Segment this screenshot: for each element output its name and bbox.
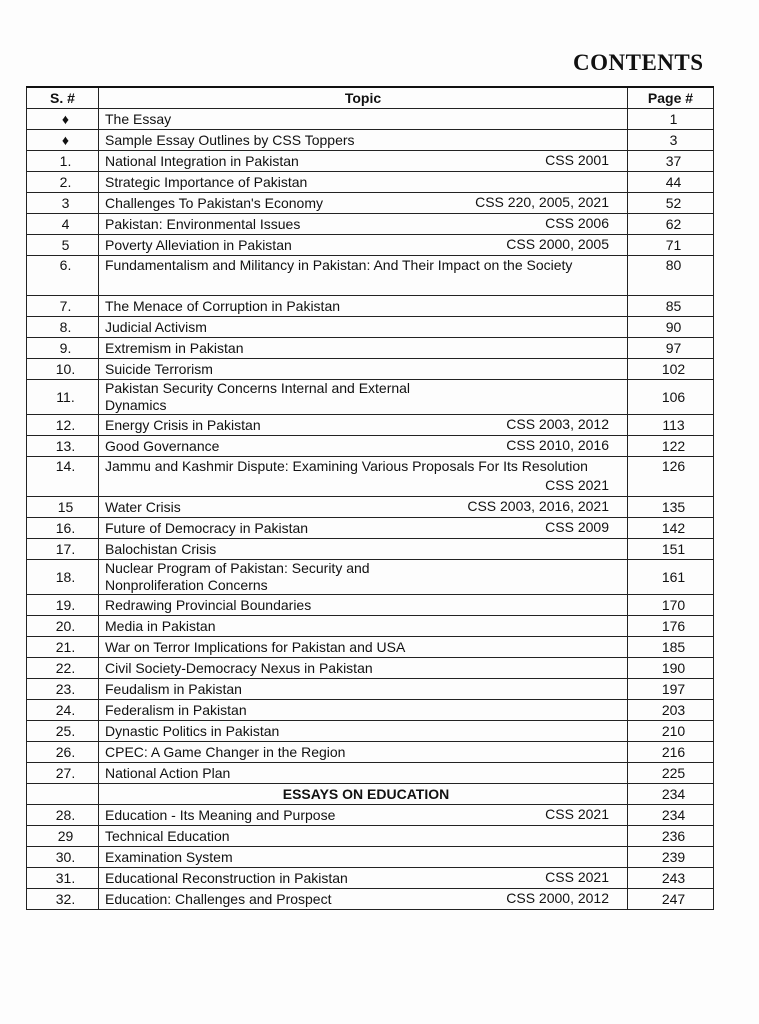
row-page-number: 113 [628,415,714,436]
row-topic-cell [99,338,628,359]
row-serial-number: 18. [27,560,99,595]
row-topic: Poverty Alleviation in Pakistan [105,236,292,253]
row-serial-number: 30. [27,847,99,868]
table-row [27,214,714,235]
row-topic-cell [99,826,628,847]
row-topic-cell [99,700,628,721]
table-row [27,436,714,457]
table-row [27,679,714,700]
row-serial-number: 16. [27,518,99,539]
row-topic-cell [99,214,628,235]
row-page-number: 97 [628,338,714,359]
row-topic: Education: Challenges and Prospect [105,890,332,907]
table-row [27,868,714,889]
row-page-number: 62 [628,214,714,235]
row-topic-cell [99,415,628,436]
row-page-number: 52 [628,193,714,214]
header-topic: Topic [99,87,628,109]
row-page-number: 236 [628,826,714,847]
row-topic-cell [99,742,628,763]
table-row [27,826,714,847]
row-css-reference: CSS 2001 [545,152,609,168]
section-page-number: 234 [628,784,714,805]
table-row [27,317,714,338]
row-page-number: 151 [628,539,714,560]
table-row [27,518,714,539]
row-serial-number: 27. [27,763,99,784]
row-serial-number: 14. [27,457,99,497]
row-topic: Pakistan Security Concerns Internal and External Dynamics [105,380,411,413]
row-css-reference: CSS 2003, 2012 [506,416,609,432]
row-serial-number: 32. [27,889,99,910]
row-page-number: 71 [628,235,714,256]
row-serial-number: 11. [27,380,99,415]
contents-table [26,86,714,910]
table-row [27,296,714,317]
row-page-number: 234 [628,805,714,826]
table-row [27,595,714,616]
row-page-number: 216 [628,742,714,763]
row-serial-number: 25. [27,721,99,742]
row-topic-cell [99,497,628,518]
row-topic: The Essay [105,110,172,127]
row-page-number: 243 [628,868,714,889]
row-topic: Extremism in Pakistan [105,339,244,356]
row-page-number: 44 [628,172,714,193]
row-page-number: 210 [628,721,714,742]
row-topic-cell [99,763,628,784]
row-page-number: 197 [628,679,714,700]
row-page-number: 122 [628,436,714,457]
row-topic: Future of Democracy in Pakistan [105,519,309,536]
row-topic-cell [99,235,628,256]
row-topic: Water Crisis [105,498,181,515]
row-topic: Federalism in Pakistan [105,701,247,718]
row-topic-cell [99,130,628,151]
row-topic: Examination System [105,848,233,865]
row-serial-number: 2. [27,172,99,193]
row-serial-number: 12. [27,415,99,436]
row-page-number: 170 [628,595,714,616]
row-topic: Strategic Importance of Pakistan [105,173,308,190]
row-page-number: 185 [628,637,714,658]
row-serial-number: 7. [27,296,99,317]
row-page-number: 1 [628,109,714,130]
table-row [27,742,714,763]
table-row [27,380,714,415]
row-topic-cell [99,595,628,616]
table-row [27,338,714,359]
row-topic-cell [99,616,628,637]
table-row [27,700,714,721]
header-page: Page # [628,87,714,109]
row-page-number: 247 [628,889,714,910]
table-row [27,415,714,436]
table-row [27,637,714,658]
row-css-reference: CSS 2010, 2016 [506,437,609,453]
row-serial-number: 10. [27,359,99,380]
row-topic: Redrawing Provincial Boundaries [105,596,312,613]
row-serial-number: 22. [27,658,99,679]
row-topic: Media in Pakistan [105,617,216,634]
table-row [27,889,714,910]
row-topic: Energy Crisis in Pakistan [105,416,261,433]
table-row [27,256,714,296]
row-topic: Fundamentalism and Militancy in Pakistan: And Their Impact on the Society [105,257,573,273]
row-serial-number: 20. [27,616,99,637]
row-css-reference: CSS 2006 [545,215,609,231]
row-topic-cell [99,518,628,539]
row-page-number: 161 [628,560,714,595]
row-topic-cell [99,721,628,742]
row-serial-number: 24. [27,700,99,721]
table-row [27,539,714,560]
row-page-number: 176 [628,616,714,637]
row-topic-cell [99,359,628,380]
row-css-reference: CSS 2000, 2012 [506,890,609,906]
row-css-reference: CSS 2021 [545,477,609,493]
row-serial-number: 29 [27,826,99,847]
row-serial-number: 9. [27,338,99,359]
row-topic-cell [99,317,628,338]
row-topic-cell [99,380,628,415]
row-topic-cell [99,847,628,868]
row-topic: Judicial Activism [105,318,207,335]
row-serial-number: 13. [27,436,99,457]
row-page-number: 225 [628,763,714,784]
row-topic: Educational Reconstruction in Pakistan [105,869,348,886]
row-topic: Education - Its Meaning and Purpose [105,806,336,823]
row-serial-number: 17. [27,539,99,560]
row-topic: Good Governance [105,437,220,454]
row-topic: National Action Plan [105,764,231,781]
row-page-number: 126 [628,457,714,497]
row-css-reference: CSS 2000, 2005 [506,236,609,252]
row-topic-cell [99,560,628,595]
row-topic: CPEC: A Game Changer in the Region [105,743,346,760]
row-serial-number: 19. [27,595,99,616]
row-serial-number: 28. [27,805,99,826]
table-row [27,359,714,380]
row-serial-number: 6. [27,256,99,296]
row-topic: Challenges To Pakistan's Economy [105,194,323,211]
table-row [27,847,714,868]
row-topic-cell [99,679,628,700]
table-row [27,130,714,151]
row-serial-number: 4 [27,214,99,235]
row-topic: Dynastic Politics in Pakistan [105,722,280,739]
row-page-number: 85 [628,296,714,317]
row-topic: Civil Society-Democracy Nexus in Pakistan [105,659,373,676]
row-topic: Sample Essay Outlines by CSS Toppers [105,131,355,148]
row-serial-number: ♦ [27,130,99,151]
row-topic-cell [99,805,628,826]
row-serial-number: 5 [27,235,99,256]
row-serial-number: 8. [27,317,99,338]
table-row [27,235,714,256]
row-serial-number: 1. [27,151,99,172]
row-page-number: 203 [628,700,714,721]
row-serial-number: 26. [27,742,99,763]
row-serial-number: 31. [27,868,99,889]
section-header-row [27,784,714,805]
row-topic: Balochistan Crisis [105,540,217,557]
row-page-number: 142 [628,518,714,539]
row-topic-cell [99,889,628,910]
row-serial-number: 3 [27,193,99,214]
row-topic: The Menace of Corruption in Pakistan [105,297,341,314]
table-row [27,457,714,497]
row-page-number: 239 [628,847,714,868]
row-css-reference: CSS 2021 [545,869,609,885]
row-topic: Pakistan: Environmental Issues [105,215,301,232]
row-topic-cell [99,539,628,560]
row-page-number: 135 [628,497,714,518]
table-row [27,172,714,193]
table-row [27,497,714,518]
table-row [27,151,714,172]
row-topic: National Integration in Pakistan [105,152,299,169]
row-page-number: 37 [628,151,714,172]
table-row [27,763,714,784]
row-serial-number: 21. [27,637,99,658]
page-title: CONTENTS [573,50,704,75]
row-topic-cell [99,457,628,497]
row-css-reference: CSS 2003, 2016, 2021 [467,498,609,514]
row-page-number: 3 [628,130,714,151]
table-row [27,721,714,742]
row-topic: Jammu and Kashmir Dispute: Examining Various Proposals For Its Resolution [105,458,588,474]
row-page-number: 190 [628,658,714,679]
row-css-reference: CSS 2009 [545,519,609,535]
row-page-number: 90 [628,317,714,338]
row-topic: Suicide Terrorism [105,360,213,377]
row-page-number: 80 [628,256,714,296]
section-title: ESSAYS ON EDUCATION [99,784,628,805]
row-topic-cell [99,109,628,130]
table-row [27,658,714,679]
table-row [27,109,714,130]
table-row [27,560,714,595]
row-page-number: 102 [628,359,714,380]
row-serial-number: 23. [27,679,99,700]
row-topic-cell [99,151,628,172]
row-topic-cell [99,296,628,317]
row-css-reference: CSS 220, 2005, 2021 [475,194,609,210]
row-page-number: 106 [628,380,714,415]
row-topic: War on Terror Implications for Pakistan and USA [105,638,406,655]
row-topic-cell [99,637,628,658]
row-topic: Technical Education [105,827,230,844]
header-sno: S. # [27,87,99,109]
row-topic: Nuclear Program of Pakistan: Security and Nonproliferation Concerns [105,560,370,593]
table-row [27,193,714,214]
row-topic-cell [99,193,628,214]
row-serial-number: 15 [27,497,99,518]
section-marker [27,784,99,805]
row-topic-cell [99,172,628,193]
row-serial-number: ♦ [27,109,99,130]
row-topic-cell [99,436,628,457]
row-topic-cell [99,868,628,889]
row-topic: Feudalism in Pakistan [105,680,242,697]
table-header-row [27,87,714,109]
row-css-reference: CSS 2021 [545,806,609,822]
row-topic-cell [99,658,628,679]
table-row [27,805,714,826]
row-topic-cell [99,256,628,296]
table-row [27,616,714,637]
